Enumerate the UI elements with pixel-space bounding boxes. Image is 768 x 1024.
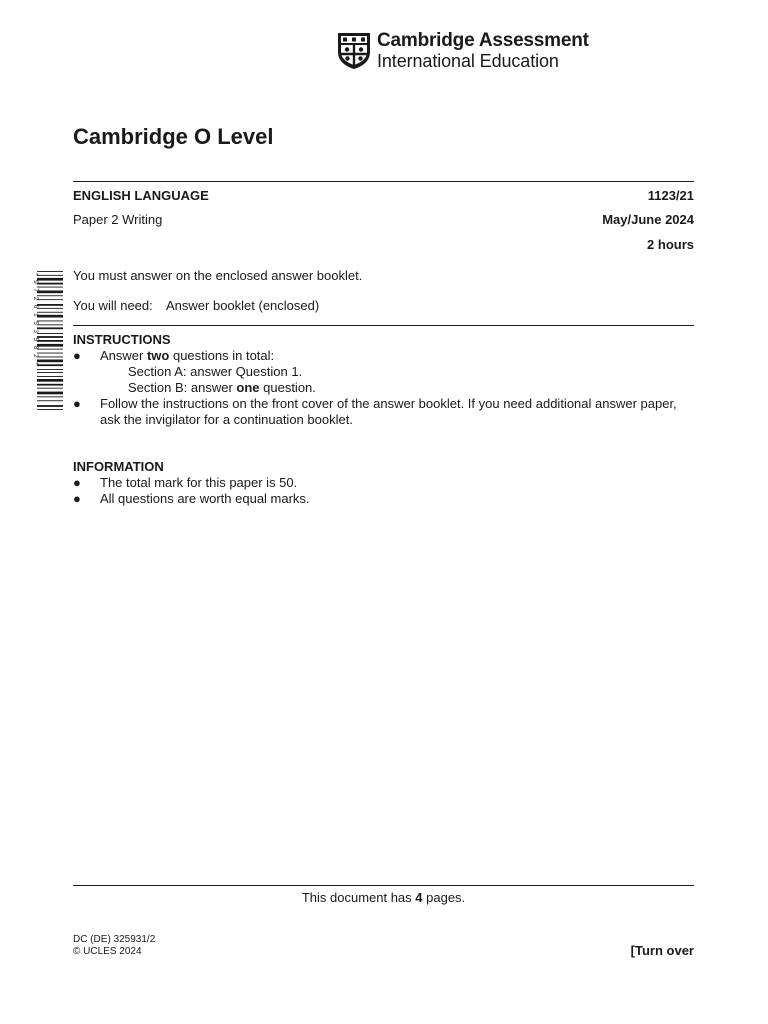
divider-top xyxy=(73,181,694,182)
paper-code: 1123/21 xyxy=(647,188,694,203)
barcode-bar xyxy=(37,392,63,395)
barcode-bar xyxy=(37,275,63,276)
barcode-bar xyxy=(37,299,63,300)
bullet-icon: ● xyxy=(73,491,81,506)
barcode-bar xyxy=(37,353,63,354)
barcode-bar xyxy=(37,321,63,322)
logo-line-1: Cambridge Assessment xyxy=(377,30,589,51)
barcode-bar xyxy=(37,388,63,389)
instructions-heading: INSTRUCTIONS xyxy=(73,332,171,347)
barcode-bar xyxy=(37,369,63,370)
barcode-bar xyxy=(37,287,63,288)
page-count: This document has 4 pages. xyxy=(301,890,466,905)
barcode-bar xyxy=(37,409,63,410)
qualification-title: Cambridge O Level xyxy=(73,124,274,149)
barcode-bar xyxy=(37,405,63,407)
barcode-bar xyxy=(37,315,63,318)
you-will-need-label: You will need: xyxy=(73,298,153,313)
barcode-bar xyxy=(37,376,63,377)
barcode-bar xyxy=(37,344,63,347)
copyright: © UCLES 2024 xyxy=(73,946,142,957)
answer-booklet-note: You must answer on the enclosed answer booklet. xyxy=(73,268,363,283)
barcode-bar xyxy=(37,379,63,382)
instruction-sub-2: Section B: answer one question. xyxy=(128,380,316,395)
bullet-icon: ● xyxy=(73,348,81,363)
turn-over-label: [Turn over xyxy=(630,943,694,958)
barcode-bar xyxy=(37,400,63,401)
barcode-bar xyxy=(37,271,63,272)
paper-name: Paper 2 Writing xyxy=(73,212,163,227)
barcode-bar xyxy=(37,312,63,313)
barcode-digits: *9726153582* xyxy=(32,273,39,370)
divider-middle xyxy=(73,325,694,326)
barcode-bar xyxy=(37,333,63,334)
barcode-bar xyxy=(37,384,63,386)
crest-icon xyxy=(337,32,371,70)
divider-footer xyxy=(73,885,694,886)
barcode-bar xyxy=(37,291,63,294)
barcode-bar xyxy=(37,278,63,281)
cambridge-logo xyxy=(337,31,589,71)
information-heading: INFORMATION xyxy=(73,459,164,474)
barcode-bar xyxy=(37,340,63,342)
barcode-bar xyxy=(37,308,63,309)
barcode-bar xyxy=(37,336,63,338)
barcode-bar xyxy=(37,283,63,285)
barcode-bar xyxy=(37,324,63,325)
barcode-bar xyxy=(37,357,63,358)
barcode xyxy=(29,271,63,411)
subject-name: ENGLISH LANGUAGE xyxy=(73,188,209,203)
document-reference: DC (DE) 325931/2 xyxy=(73,934,156,945)
exam-session: May/June 2024 xyxy=(602,212,694,227)
exam-duration: 2 hours xyxy=(647,237,694,252)
barcode-bar xyxy=(37,396,63,397)
barcode-bar xyxy=(37,327,63,329)
bullet-icon: ● xyxy=(73,396,81,411)
instruction-sub-1: Section A: answer Question 1. xyxy=(128,364,303,379)
you-will-need-value: Answer booklet (enclosed) xyxy=(166,298,320,313)
barcode-bar xyxy=(37,349,63,350)
barcode-bar xyxy=(37,372,63,373)
logo-line-2: International Education xyxy=(377,51,559,71)
barcode-bar xyxy=(37,304,63,306)
bullet-icon: ● xyxy=(73,475,81,490)
barcode-bar xyxy=(37,295,63,296)
barcode-bar xyxy=(37,360,63,363)
barcode-bar xyxy=(37,364,63,366)
